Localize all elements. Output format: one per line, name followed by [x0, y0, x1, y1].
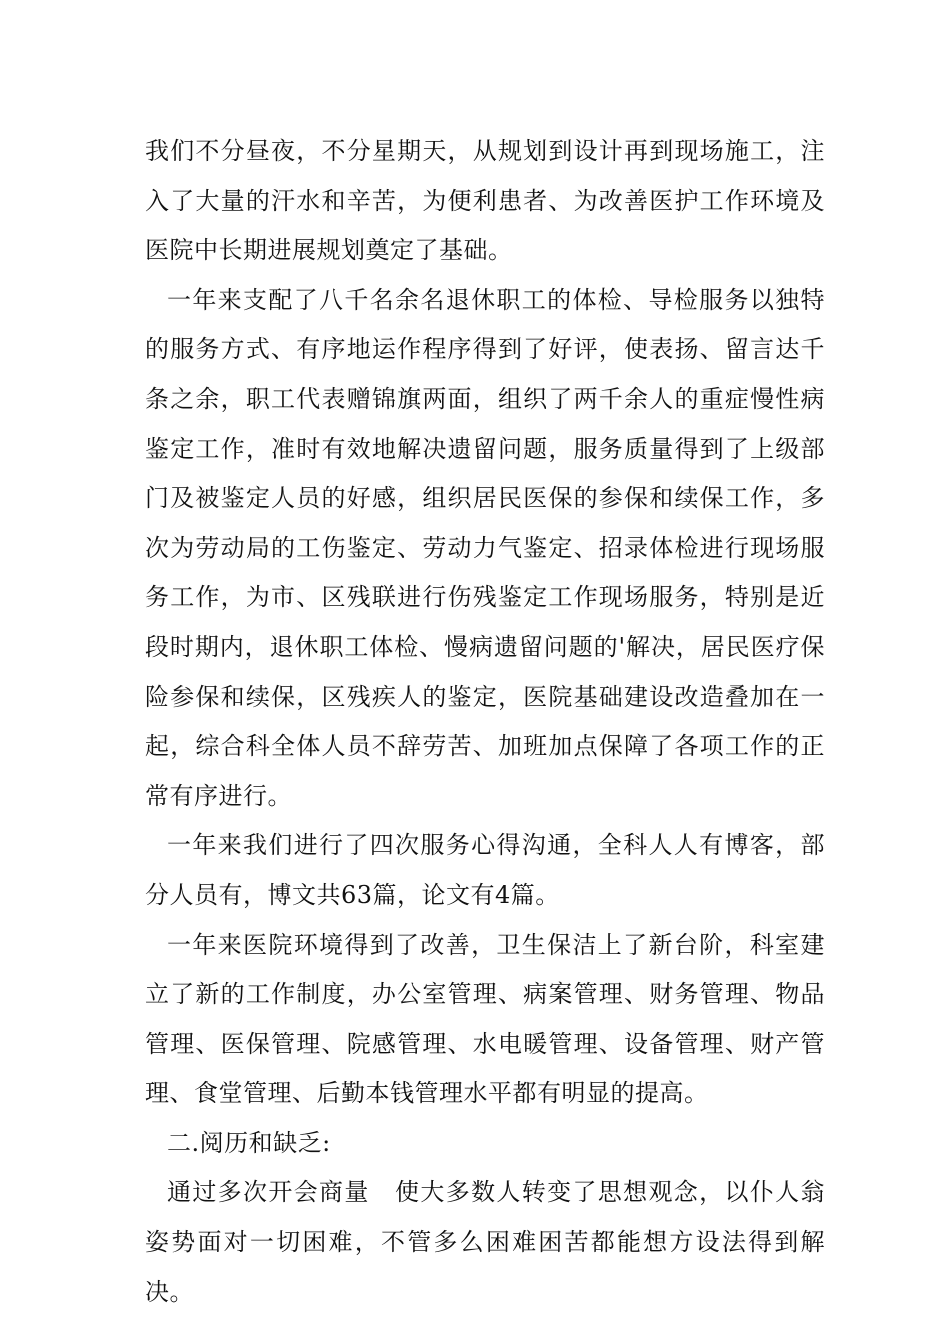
paragraph-1: 我们不分昼夜，不分星期天，从规划到设计再到现场施工，注入了大量的汗水和辛苦，为便利患者、为改善医护工作环境及医院中长期进展规划奠定了基础。 [145, 137, 825, 265]
paragraph-2: 一年来支配了八千名余名退休职工的体检、导检服务以独特的服务方式、有序地运作程序得到了好评，使表扬、留言达千条之余，职工代表赠锦旗两面，组织了两千余人的重症慢性病鉴定工作，准时有效地解决遗留问题，服务质量得到了上级部门及被鉴定人员的好感，组织居民医保的参保和续保工作，多次为劳动局的工伤鉴定、劳动力气鉴定、招录体检进行现场服务工作，为市、区残联进行伤残鉴定工作现场服务，特别是近段时期内，退休职工体检、慢病遗留问题的'解决，居民医疗保险参保和续保，区残疾人的鉴定，医院基础建设改造叠加在一起，综合科全体人员不辞劳苦、加班加点保障了各项工作的正常有序进行。 [145, 285, 825, 810]
paragraph-5: 通过多次开会商量 使大多数人转变了思想观念，以仆人翁姿势面对一切困难，不管多么困难困苦都能想方设法得到解决。 [145, 1178, 825, 1306]
document-body [145, 127, 825, 1317]
section-heading: 二.阅历和缺乏: [167, 1128, 331, 1157]
paragraph-4: 一年来医院环境得到了改善，卫生保洁上了新台阶，科室建立了新的工作制度，办公室管理、病案管理、财务管理、物品管理、医保管理、院感管理、水电暖管理、设备管理、财产管理、食堂管理、后勤本钱管理水平都有明显的提高。 [145, 930, 825, 1108]
paragraph-3: 一年来我们进行了四次服务心得沟通，全科人人有博客，部分人员有，博文共63篇，论文有4篇。 [145, 831, 825, 909]
